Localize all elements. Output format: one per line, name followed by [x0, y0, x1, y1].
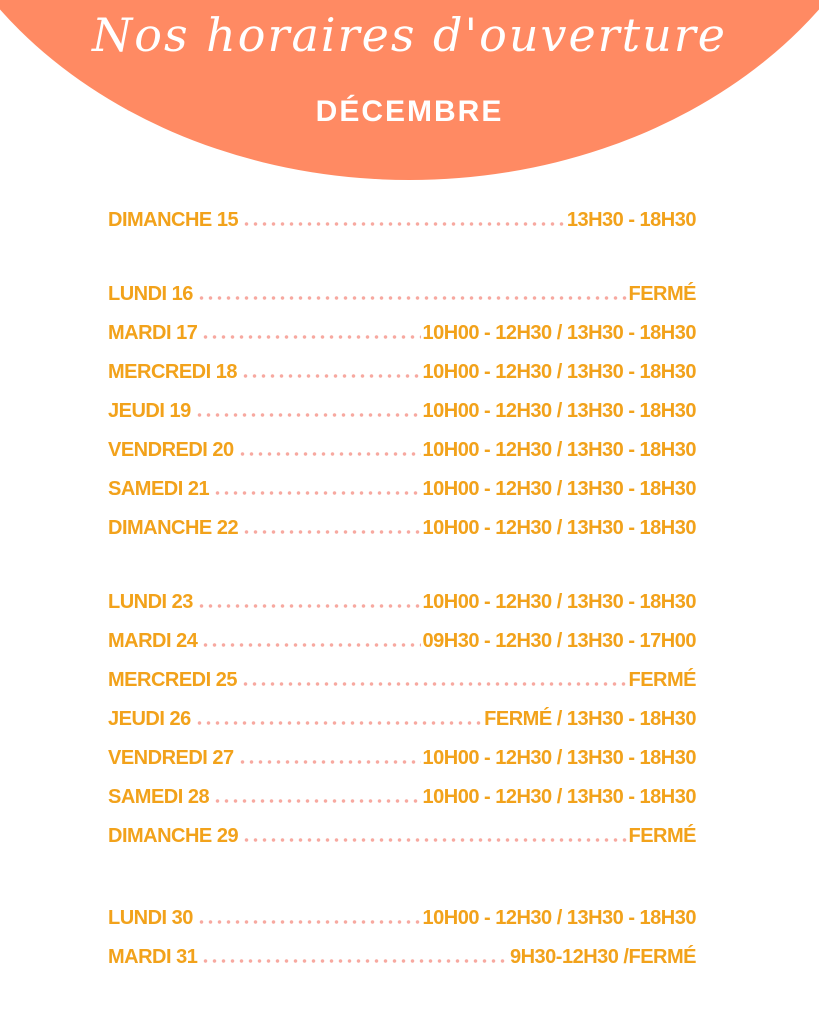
schedule-row	[108, 656, 696, 692]
day-label: MARDI 17	[108, 322, 198, 344]
day-label: VENDREDI 20	[108, 439, 234, 461]
schedule-row	[108, 773, 696, 809]
dotted-leader	[197, 296, 627, 300]
schedule-row	[108, 348, 696, 384]
schedule-row	[108, 309, 696, 345]
hours-value: 09H30 - 12H30 / 13H30 - 17H00	[422, 630, 696, 652]
schedule-row	[108, 270, 696, 306]
dotted-leader	[197, 920, 421, 924]
schedule-row	[108, 426, 696, 462]
hours-value: 10H00 - 12H30 / 13H30 - 18H30	[422, 478, 696, 500]
hours-value: FERMÉ / 13H30 - 18H30	[484, 708, 696, 730]
hours-value: FERMÉ	[628, 669, 696, 691]
day-label: LUNDI 23	[108, 591, 193, 613]
hours-value: 10H00 - 12H30 / 13H30 - 18H30	[422, 747, 696, 769]
dotted-leader	[197, 604, 421, 608]
day-label: MERCREDI 18	[108, 361, 237, 383]
month-subtitle: DÉCEMBRE	[315, 95, 504, 128]
day-label: DIMANCHE 15	[108, 209, 239, 231]
hours-value: 10H00 - 12H30 / 13H30 - 18H30	[422, 591, 696, 613]
day-label: DIMANCHE 29	[108, 825, 239, 847]
day-label: JEUDI 26	[108, 708, 191, 730]
day-label: VENDREDI 27	[108, 747, 234, 769]
schedule-row	[108, 695, 696, 731]
hours-value: 10H00 - 12H30 / 13H30 - 18H30	[422, 907, 696, 929]
day-label: SAMEDI 21	[108, 478, 210, 500]
schedule-row	[108, 812, 696, 848]
hours-value: 10H00 - 12H30 / 13H30 - 18H30	[422, 400, 696, 422]
dotted-leader	[213, 491, 420, 495]
dotted-leader	[201, 959, 508, 963]
schedule-row	[108, 617, 696, 653]
dotted-leader	[195, 413, 421, 417]
hours-value: 10H00 - 12H30 / 13H30 - 18H30	[422, 786, 696, 808]
day-label: JEUDI 19	[108, 400, 191, 422]
page-title: Nos horaires d'ouverture	[92, 8, 727, 62]
dotted-leader	[238, 760, 421, 764]
opening-hours-list	[108, 196, 696, 972]
dotted-leader	[201, 335, 420, 339]
dotted-leader	[238, 452, 421, 456]
dotted-leader	[242, 838, 626, 842]
hours-value: FERMÉ	[628, 825, 696, 847]
schedule-row	[108, 387, 696, 423]
dotted-leader	[213, 799, 420, 803]
hours-value: 9H30-12H30 /FERMÉ	[509, 946, 696, 968]
hours-value: 10H00 - 12H30 / 13H30 - 18H30	[422, 322, 696, 344]
dotted-leader	[242, 222, 565, 226]
hours-value: 10H00 - 12H30 / 13H30 - 18H30	[422, 361, 696, 383]
hours-value: FERMÉ	[628, 283, 696, 305]
schedule-row	[108, 196, 696, 232]
schedule-row	[108, 504, 696, 540]
schedule-row	[108, 894, 696, 930]
day-label: MARDI 31	[108, 946, 198, 968]
day-label: MARDI 24	[108, 630, 198, 652]
dotted-leader	[242, 530, 420, 534]
dotted-leader	[195, 721, 482, 725]
dotted-leader	[241, 374, 421, 378]
day-label: DIMANCHE 22	[108, 517, 239, 539]
day-label: LUNDI 30	[108, 907, 193, 929]
hours-value: 10H00 - 12H30 / 13H30 - 18H30	[422, 517, 696, 539]
hours-value: 10H00 - 12H30 / 13H30 - 18H30	[422, 439, 696, 461]
dotted-leader	[241, 682, 627, 686]
day-label: SAMEDI 28	[108, 786, 210, 808]
schedule-row	[108, 933, 696, 969]
hours-value: 13H30 - 18H30	[566, 209, 696, 231]
day-label: LUNDI 16	[108, 283, 193, 305]
day-label: MERCREDI 25	[108, 669, 237, 691]
schedule-row	[108, 465, 696, 501]
dotted-leader	[201, 643, 420, 647]
schedule-row	[108, 578, 696, 614]
schedule-row	[108, 734, 696, 770]
